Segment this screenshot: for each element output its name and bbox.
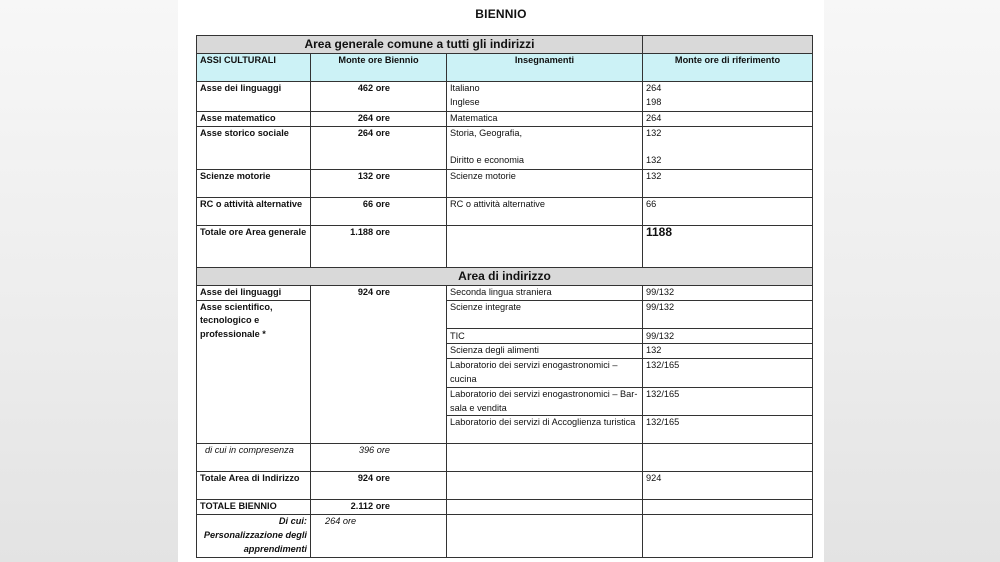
riferimento-value: 132/165 — [643, 387, 813, 416]
table-row — [197, 169, 813, 197]
section-heading-blank — [643, 36, 813, 54]
insegnamento: Italiano — [450, 83, 480, 93]
document-page — [178, 0, 824, 562]
totale-indirizzo-riferimento: 924 — [643, 472, 813, 500]
asse-label: Asse scientifico, tecnologico e professionale * — [197, 300, 311, 444]
monte-ore-value: 264 ore — [311, 126, 447, 169]
monte-ore-value: 924 ore — [311, 285, 447, 444]
table-row — [197, 300, 813, 328]
insegnamento: Storia, Geografia, — [450, 127, 523, 138]
totale-biennio-value: 2.112 ore — [311, 500, 447, 515]
riferimento-value: 99/132 — [643, 300, 813, 328]
curriculum-table — [196, 35, 813, 558]
insegnamenti-cell — [447, 82, 643, 112]
insegnamento-empty — [447, 225, 643, 267]
column-header: Monte ore di riferimento — [643, 54, 813, 82]
monte-ore-value: 132 ore — [311, 169, 447, 197]
table-row — [197, 197, 813, 225]
asse-label: Scienze motorie — [197, 169, 311, 197]
riferimento-value: 99/132 — [643, 328, 813, 344]
asse-label: RC o attività alternative — [197, 197, 311, 225]
empty-cell — [643, 515, 813, 557]
asse-label: Totale ore Area generale — [197, 225, 311, 267]
table-row — [197, 515, 813, 557]
totale-biennio-label: TOTALE BIENNIO — [197, 500, 311, 515]
riferimento-value: 132/165 — [643, 416, 813, 444]
insegnamenti-cell — [447, 126, 643, 169]
table-row — [197, 126, 813, 169]
asse-label: Asse dei linguaggi — [197, 82, 311, 112]
riferimento-value: 99/132 — [643, 285, 813, 300]
insegnamento: Laboratorio dei servizi di Accoglienza turistica — [447, 416, 643, 444]
riferimento-value: 198 — [646, 96, 662, 107]
riferimento-value: 132 — [646, 127, 662, 138]
insegnamento: Scienza degli alimenti — [447, 344, 643, 359]
riferimento-cell — [643, 82, 813, 112]
table-row — [197, 472, 813, 500]
section-heading-area-generale: Area generale comune a tutti gli indirizzi — [197, 36, 643, 54]
table-row — [197, 500, 813, 515]
insegnamento: Laboratorio dei servizi enogastronomici – Bar-sala e vendita — [447, 387, 643, 416]
table-row — [197, 82, 813, 112]
empty-cell — [447, 515, 643, 557]
table-row — [197, 112, 813, 127]
riferimento-value: 264 — [646, 83, 662, 93]
insegnamento: RC o attività alternative — [447, 197, 643, 225]
riferimento-value: 66 — [643, 197, 813, 225]
table-row — [197, 225, 813, 267]
column-header: ASSI CULTURALI — [197, 54, 311, 82]
compresenza-label: di cui in compresenza — [197, 444, 311, 472]
empty-cell — [447, 472, 643, 500]
riferimento-value: 132 — [646, 154, 662, 165]
compresenza-value: 396 ore — [311, 444, 447, 472]
insegnamento: Matematica — [447, 112, 643, 127]
riferimento-value: 132 — [643, 344, 813, 359]
section-heading-area-indirizzo: Area di indirizzo — [197, 267, 813, 285]
riferimento-value: 132/165 — [643, 359, 813, 388]
totale-indirizzo-value: 924 ore — [311, 472, 447, 500]
empty-cell — [447, 444, 643, 472]
column-header-row — [197, 54, 813, 82]
empty-cell — [643, 500, 813, 515]
monte-ore-value: 462 ore — [311, 82, 447, 112]
asse-label: Asse dei linguaggi — [197, 285, 311, 300]
asse-label: Asse storico sociale — [197, 126, 311, 169]
section-header-row — [197, 36, 813, 54]
table-row — [197, 285, 813, 300]
asse-label: Asse matematico — [197, 112, 311, 127]
riferimento-value: 132 — [643, 169, 813, 197]
insegnamento: Diritto e economia — [450, 154, 525, 165]
insegnamento: Seconda lingua straniera — [447, 285, 643, 300]
insegnamento: Scienze integrate — [447, 300, 643, 328]
column-header: Insegnamenti — [447, 54, 643, 82]
section-header-row — [197, 267, 813, 285]
insegnamento: Inglese — [450, 96, 480, 107]
empty-cell — [643, 444, 813, 472]
table-row — [197, 444, 813, 472]
empty-cell — [447, 500, 643, 515]
insegnamento: TIC — [447, 328, 643, 344]
monte-ore-value: 264 ore — [311, 112, 447, 127]
riferimento-total: 1188 — [643, 225, 813, 267]
document-title: BIENNIO — [475, 7, 527, 21]
insegnamento: Laboratorio dei servizi enogastronomici – cucina — [447, 359, 643, 388]
riferimento-value: 264 — [643, 112, 813, 127]
personalizzazione-label: Di cui: Personalizzazione degli apprendimenti — [197, 515, 311, 557]
totale-indirizzo-label: Totale Area di Indirizzo — [197, 472, 311, 500]
personalizzazione-value: 264 ore — [311, 515, 447, 557]
insegnamento: Scienze motorie — [447, 169, 643, 197]
riferimento-cell — [643, 126, 813, 169]
monte-ore-value: 66 ore — [311, 197, 447, 225]
column-header: Monte ore Biennio — [311, 54, 447, 82]
monte-ore-value: 1.188 ore — [311, 225, 447, 267]
